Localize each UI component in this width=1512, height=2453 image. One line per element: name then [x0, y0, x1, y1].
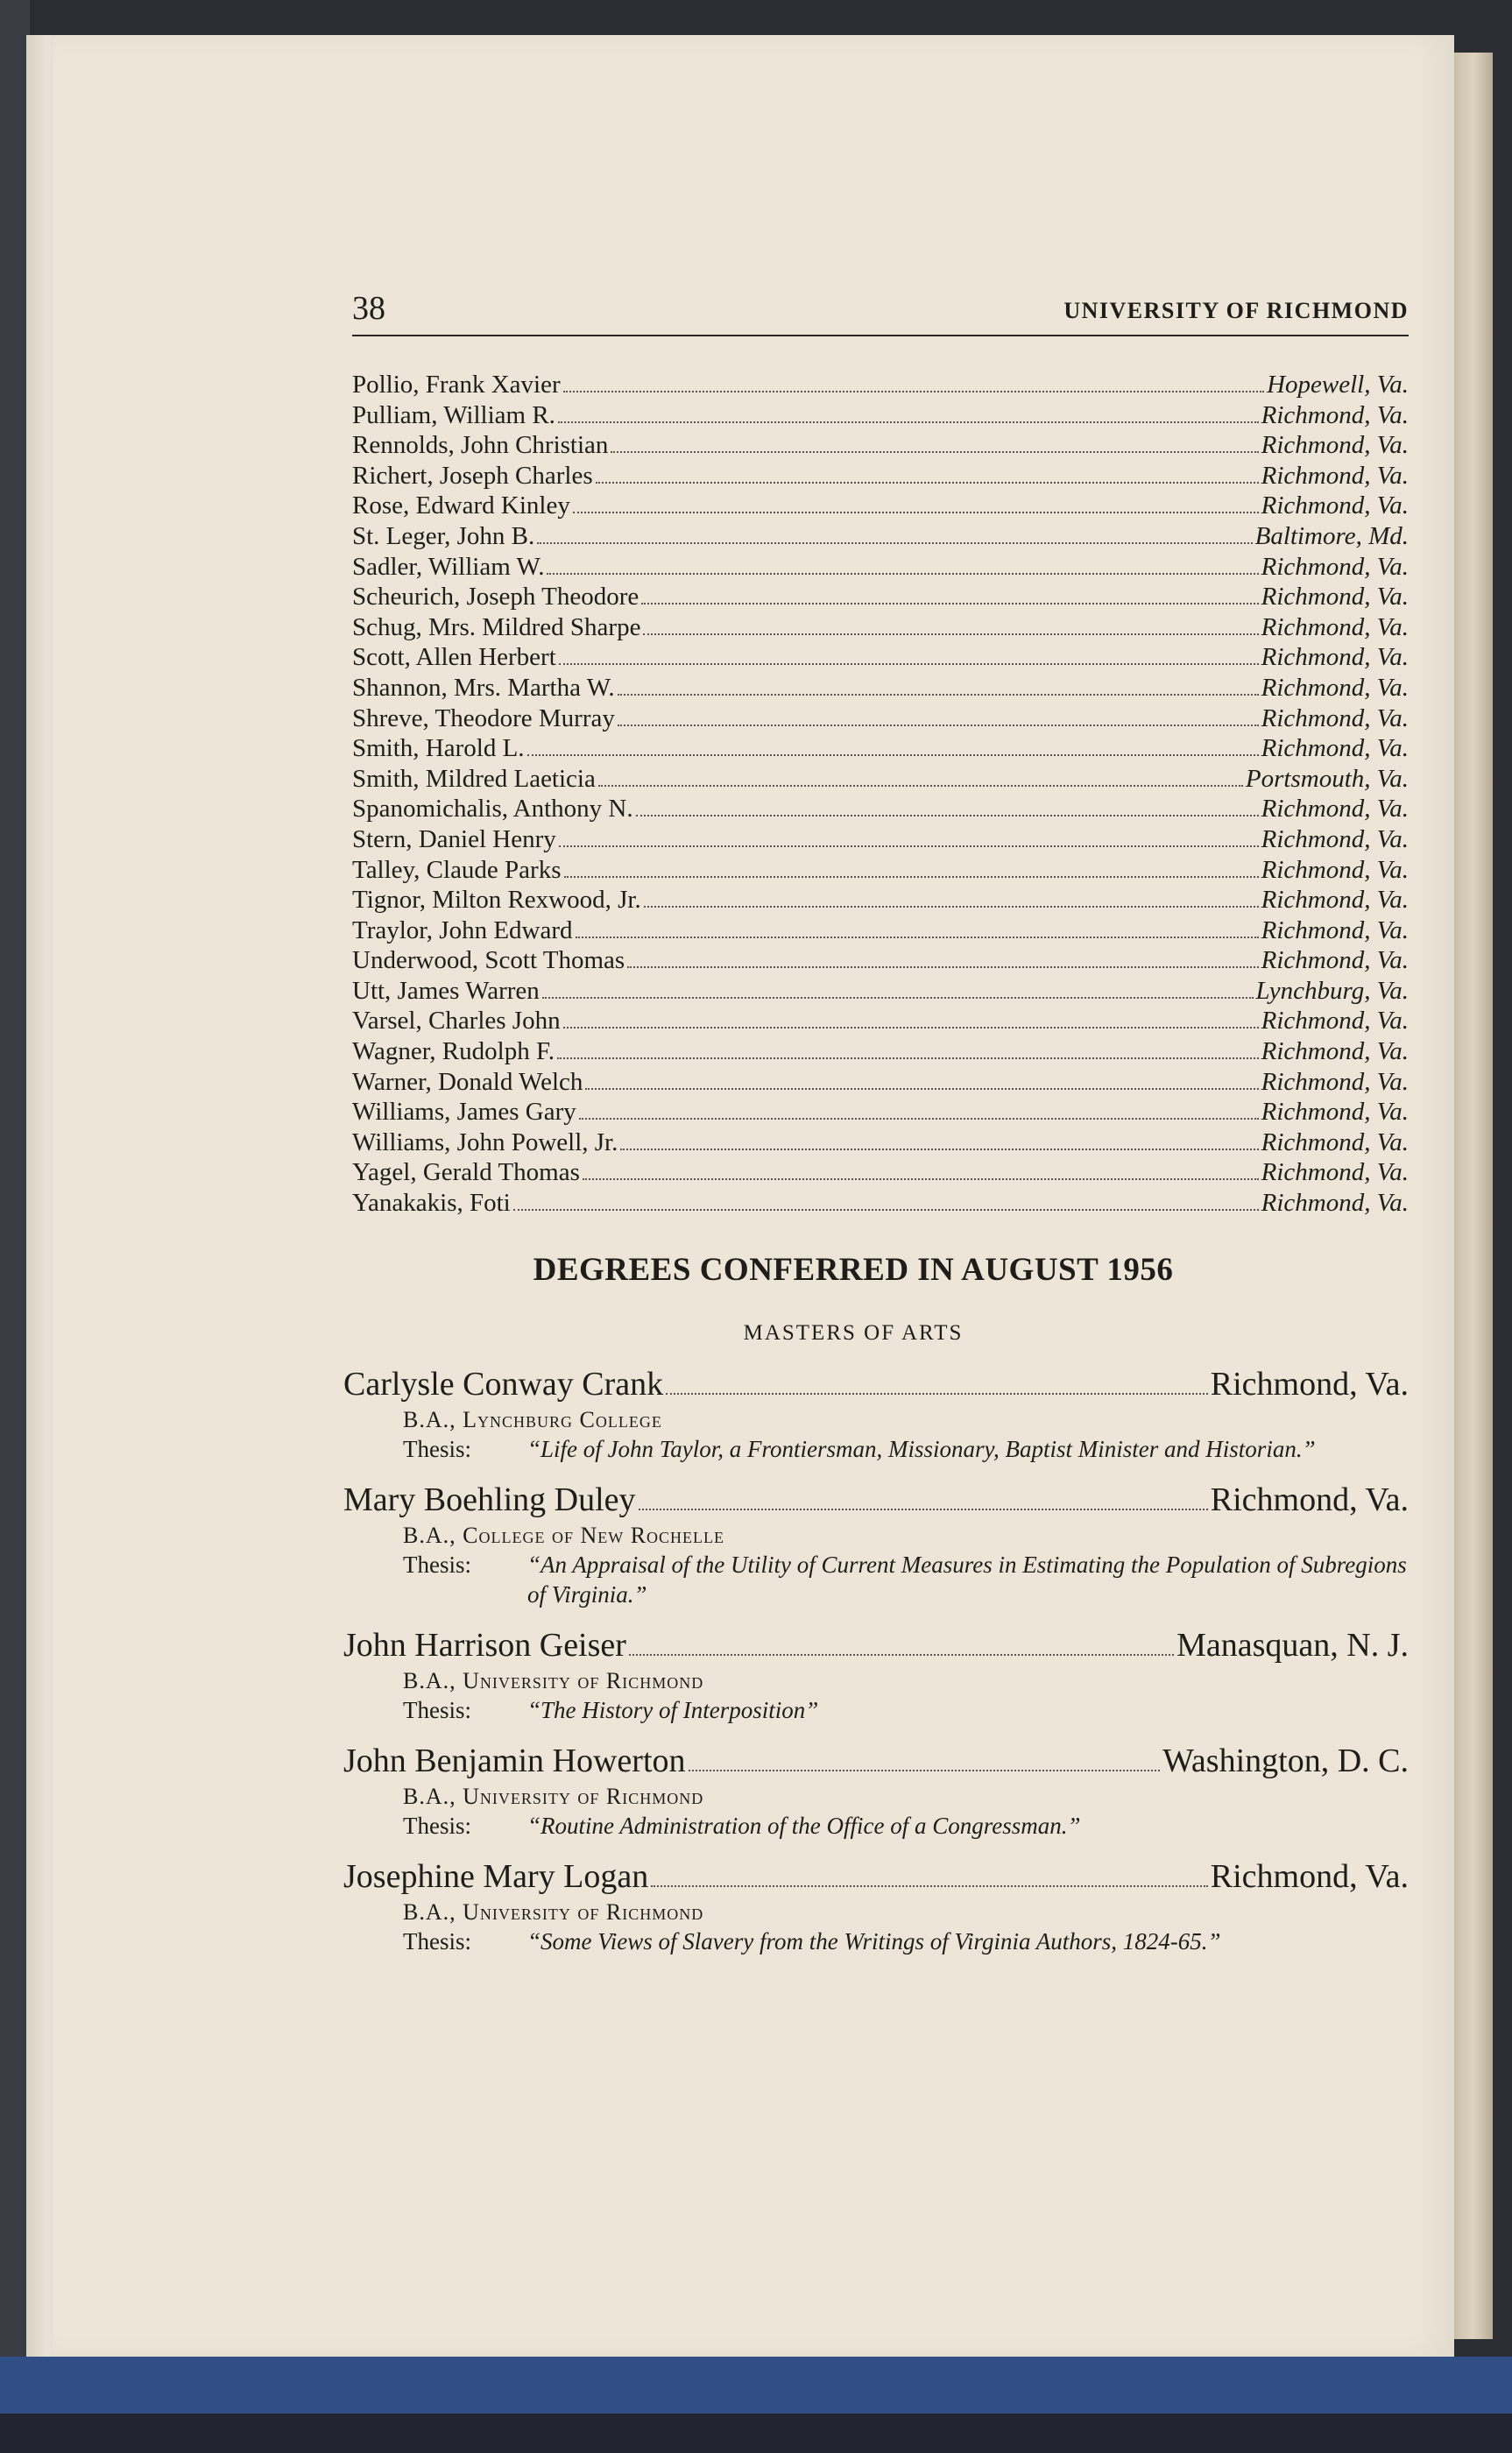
graduate-row	[352, 582, 1409, 612]
graduate-hometown: Richmond, Va.	[1261, 1098, 1409, 1127]
graduate-row	[352, 642, 1409, 673]
graduate-name: Talley, Claude Parks	[352, 855, 562, 884]
graduate-hometown: Portsmouth, Va.	[1245, 764, 1409, 793]
dot-leader	[618, 694, 1259, 696]
graduate-name: Tignor, Milton Rexwood, Jr.	[352, 886, 641, 915]
prior-degree: B.A., College of New Rochelle	[403, 1523, 725, 1548]
graduate-row	[352, 552, 1409, 583]
graduate-name: Pollio, Frank Xavier	[352, 371, 561, 399]
dot-leader	[620, 1149, 1258, 1150]
book-binding-left	[0, 0, 30, 2453]
page-number: 38	[352, 290, 385, 327]
degree-recipient-line	[343, 1623, 1409, 1667]
dot-leader	[542, 997, 1254, 999]
page-edge-right	[1454, 53, 1493, 2339]
graduate-hometown: Richmond, Va.	[1261, 612, 1409, 641]
dot-leader	[513, 1209, 1259, 1211]
dot-leader	[618, 725, 1259, 726]
dot-leader	[573, 512, 1259, 513]
dot-leader	[583, 1178, 1259, 1180]
graduate-name: St. Leger, John B.	[352, 521, 535, 550]
graduate-hometown: Richmond, Va.	[1261, 946, 1409, 975]
page-content	[298, 289, 1409, 1955]
graduate-name: Schug, Mrs. Mildred Sharpe	[352, 612, 641, 641]
graduate-name: Rennolds, John Christian	[352, 431, 609, 460]
recipient-hometown: Manasquan, N. J.	[1176, 1627, 1409, 1664]
graduate-row	[352, 1006, 1409, 1036]
dot-leader	[651, 1885, 1207, 1887]
dot-leader	[579, 1118, 1259, 1120]
graduate-hometown: Richmond, Va.	[1261, 461, 1409, 490]
thesis-line	[403, 1434, 1409, 1464]
degree-entry	[343, 1855, 1409, 1956]
graduate-hometown: Richmond, Va.	[1261, 734, 1409, 763]
graduate-hometown: Richmond, Va.	[1261, 1128, 1409, 1156]
graduate-name: Shreve, Theodore Murray	[352, 703, 615, 732]
graduate-hometown: Richmond, Va.	[1261, 703, 1409, 732]
graduate-name: Richert, Joseph Charles	[352, 461, 593, 490]
graduate-name: Yagel, Gerald Thomas	[352, 1158, 580, 1187]
graduate-row	[352, 703, 1409, 734]
recipient-name: Carlysle Conway Crank	[343, 1366, 664, 1403]
degree-recipient-line	[343, 1855, 1409, 1898]
recipient-hometown: Richmond, Va.	[1210, 1366, 1409, 1403]
dot-leader	[641, 603, 1258, 604]
degree-list	[343, 1362, 1409, 1970]
graduate-name: Smith, Harold L.	[352, 734, 525, 763]
graduate-name: Wagner, Rudolph F.	[352, 1037, 555, 1066]
graduate-hometown: Richmond, Va.	[1261, 886, 1409, 915]
recipient-name: John Benjamin Howerton	[343, 1743, 686, 1779]
graduate-hometown: Richmond, Va.	[1261, 552, 1409, 581]
thesis-line	[403, 1811, 1409, 1841]
thesis-title: “Life of John Taylor, a Frontiersman, Missionary, Baptist Minister and Historian.”	[527, 1436, 1316, 1462]
graduate-hometown: Richmond, Va.	[1261, 400, 1409, 429]
graduate-row	[352, 1128, 1409, 1158]
graduate-name: Williams, John Powell, Jr.	[352, 1128, 618, 1156]
recipient-hometown: Richmond, Va.	[1210, 1858, 1409, 1895]
graduate-name: Underwood, Scott Thomas	[352, 946, 625, 975]
dot-leader	[636, 815, 1259, 816]
dot-leader	[611, 451, 1258, 453]
graduate-hometown: Richmond, Va.	[1261, 673, 1409, 702]
thesis-title: “Routine Administration of the Office of a Congressman.”	[527, 1813, 1081, 1839]
graduate-row	[352, 945, 1409, 976]
thesis-label: Thesis:	[403, 1552, 471, 1578]
graduate-row	[352, 400, 1409, 431]
dot-leader	[598, 785, 1243, 787]
graduate-hometown: Richmond, Va.	[1261, 1007, 1409, 1036]
graduate-name: Rose, Edward Kinley	[352, 491, 570, 520]
page-header	[298, 289, 1409, 331]
running-head: UNIVERSITY OF RICHMOND	[1063, 298, 1409, 323]
graduate-hometown: Richmond, Va.	[1261, 1158, 1409, 1187]
dot-leader	[596, 482, 1259, 484]
graduate-row	[352, 521, 1409, 552]
degree-entry	[343, 1739, 1409, 1841]
graduate-list	[352, 370, 1409, 1219]
thesis-title: “An Appraisal of the Utility of Current Measures in Estimating the Population of Subregions of Virginia.”	[527, 1552, 1407, 1608]
graduate-row	[352, 430, 1409, 461]
graduate-hometown: Baltimore, Md.	[1254, 521, 1409, 550]
graduate-hometown: Richmond, Va.	[1261, 1189, 1409, 1218]
graduate-row	[352, 824, 1409, 855]
dot-leader	[644, 906, 1259, 908]
dot-leader	[629, 1654, 1174, 1656]
graduate-row	[352, 1067, 1409, 1098]
dot-leader	[585, 1088, 1258, 1090]
prior-degree: B.A., University of Richmond	[403, 1899, 704, 1925]
graduate-hometown: Richmond, Va.	[1261, 855, 1409, 884]
dot-leader	[666, 1393, 1208, 1395]
thesis-label: Thesis:	[403, 1928, 471, 1955]
degree-entry	[343, 1362, 1409, 1464]
graduate-hometown: Hopewell, Va.	[1267, 371, 1409, 399]
graduate-row	[352, 1188, 1409, 1219]
dot-leader	[558, 421, 1259, 423]
thesis-line	[403, 1926, 1409, 1956]
graduate-name: Scheurich, Joseph Theodore	[352, 583, 639, 611]
recipient-hometown: Richmond, Va.	[1210, 1481, 1409, 1518]
book-binding-bottom	[0, 2414, 1512, 2453]
dot-leader	[559, 663, 1259, 665]
thesis-title: “Some Views of Slavery from the Writings of Virginia Authors, 1824-65.”	[527, 1928, 1221, 1955]
graduate-row	[352, 855, 1409, 886]
graduate-name: Stern, Daniel Henry	[352, 824, 556, 853]
graduate-row	[352, 976, 1409, 1007]
graduate-row	[352, 915, 1409, 946]
degree-recipient-line	[343, 1739, 1409, 1783]
graduate-row	[352, 673, 1409, 703]
degree-entry	[343, 1478, 1409, 1609]
graduate-hometown: Richmond, Va.	[1261, 1037, 1409, 1066]
dot-leader	[563, 391, 1264, 392]
graduate-hometown: Richmond, Va.	[1261, 1067, 1409, 1096]
dot-leader	[643, 633, 1258, 635]
graduate-name: Williams, James Gary	[352, 1098, 576, 1127]
degree-recipient-line	[343, 1478, 1409, 1522]
graduate-hometown: Richmond, Va.	[1261, 643, 1409, 672]
prior-degree: B.A., Lynchburg College	[403, 1407, 662, 1432]
degree-entry	[343, 1623, 1409, 1725]
graduate-hometown: Lynchburg, Va.	[1255, 976, 1409, 1005]
graduate-name: Traylor, John Edward	[352, 915, 573, 944]
graduate-name: Varsel, Charles John	[352, 1007, 561, 1036]
graduate-name: Sadler, William W.	[352, 552, 545, 581]
dot-leader	[537, 542, 1252, 544]
thesis-label: Thesis:	[403, 1436, 471, 1462]
graduate-row	[352, 794, 1409, 824]
degree-recipient-line	[343, 1362, 1409, 1406]
dot-leader	[557, 1057, 1259, 1059]
recipient-hometown: Washington, D. C.	[1162, 1743, 1409, 1779]
graduate-hometown: Richmond, Va.	[1261, 491, 1409, 520]
prior-degree: B.A., University of Richmond	[403, 1668, 704, 1693]
graduate-hometown: Richmond, Va.	[1261, 824, 1409, 853]
graduate-row	[352, 733, 1409, 764]
graduate-name: Utt, James Warren	[352, 976, 540, 1005]
recipient-name: Mary Boehling Duley	[343, 1481, 636, 1518]
graduate-row	[352, 1157, 1409, 1188]
header-rule	[352, 335, 1409, 336]
graduate-row	[352, 1036, 1409, 1067]
graduate-hometown: Richmond, Va.	[1261, 795, 1409, 824]
dot-leader	[689, 1770, 1161, 1771]
dot-leader	[547, 573, 1258, 575]
graduate-name: Yanakakis, Foti	[352, 1189, 511, 1218]
graduate-row	[352, 764, 1409, 795]
dot-leader	[559, 845, 1259, 847]
section-subtitle: MASTERS OF ARTS	[743, 1321, 964, 1345]
graduate-hometown: Richmond, Va.	[1261, 915, 1409, 944]
thesis-line	[403, 1550, 1409, 1609]
thesis-label: Thesis:	[403, 1697, 471, 1723]
graduate-hometown: Richmond, Va.	[1261, 583, 1409, 611]
recipient-name: Josephine Mary Logan	[343, 1858, 649, 1895]
graduate-name: Pulliam, William R.	[352, 400, 555, 429]
dot-leader	[527, 754, 1259, 756]
dot-leader	[576, 937, 1259, 938]
dot-leader	[563, 1027, 1259, 1029]
graduate-hometown: Richmond, Va.	[1261, 431, 1409, 460]
graduate-name: Scott, Allen Herbert	[352, 643, 556, 672]
graduate-name: Smith, Mildred Laeticia	[352, 764, 596, 793]
section-title: DEGREES CONFERRED IN AUGUST 1956	[533, 1252, 1174, 1288]
dot-leader	[639, 1509, 1208, 1510]
graduate-row	[352, 612, 1409, 643]
graduate-row	[352, 1097, 1409, 1128]
thesis-label: Thesis:	[403, 1813, 471, 1839]
thesis-line	[403, 1695, 1409, 1725]
dot-leader	[627, 966, 1258, 968]
thesis-title: “The History of Interposition”	[527, 1697, 819, 1723]
recipient-name: John Harrison Geiser	[343, 1627, 626, 1664]
graduate-row	[352, 885, 1409, 915]
prior-degree: B.A., University of Richmond	[403, 1784, 704, 1809]
graduate-name: Warner, Donald Welch	[352, 1067, 583, 1096]
graduate-name: Spanomichalis, Anthony N.	[352, 795, 633, 824]
graduate-row	[352, 491, 1409, 521]
dot-leader	[564, 876, 1259, 878]
graduate-row	[352, 370, 1409, 400]
graduate-name: Shannon, Mrs. Martha W.	[352, 673, 615, 702]
graduate-row	[352, 461, 1409, 491]
